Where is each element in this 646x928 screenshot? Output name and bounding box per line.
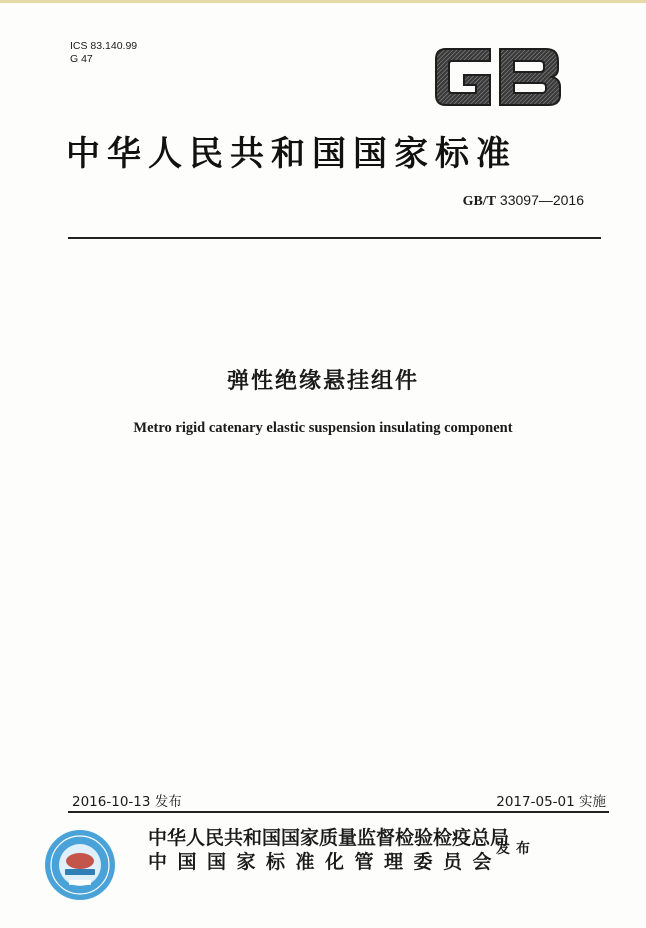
bottom-divider bbox=[68, 811, 609, 813]
implementation-date: 2017-05-01 实施 bbox=[496, 794, 606, 810]
standard-number-prefix: GB/T bbox=[462, 194, 497, 209]
standard-number-value: 33097—2016 bbox=[499, 192, 584, 208]
document-title-chinese: 弹性绝缘悬挂组件 bbox=[226, 369, 419, 394]
official-seal-icon bbox=[43, 828, 117, 902]
top-divider bbox=[68, 237, 601, 239]
issuer-1: 中华人民共和国国家质量监督检验检疫总局 bbox=[148, 827, 510, 849]
standard-number bbox=[463, 192, 584, 210]
publish-label: 发布 bbox=[496, 841, 536, 857]
issuing-authorities bbox=[148, 826, 509, 874]
ccs-code: G 47 bbox=[70, 53, 93, 65]
national-standard-title: 中华人民共和国国家标准 bbox=[66, 134, 517, 174]
issuer-2: 中国国家标准化管理委员会 bbox=[148, 851, 503, 873]
document-title-english: Metro rigid catenary elastic suspension insulating component bbox=[133, 420, 513, 436]
classification-block bbox=[70, 40, 137, 66]
ics-code: ICS 83.140.99 bbox=[70, 40, 138, 52]
page-top-edge bbox=[0, 0, 646, 3]
issue-date: 2016-10-13 发布 bbox=[72, 794, 182, 810]
gb-logo-icon bbox=[432, 45, 564, 109]
